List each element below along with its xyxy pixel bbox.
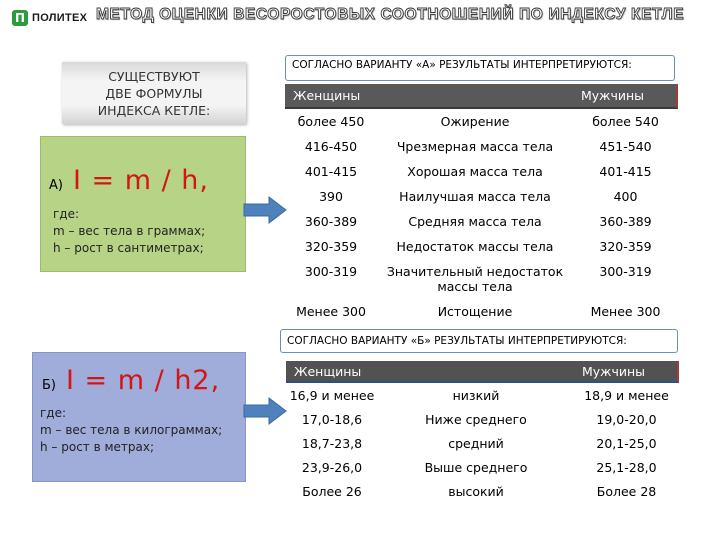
table-row xyxy=(285,184,678,209)
cell-women: 360-389 xyxy=(304,214,358,229)
formula-b-box xyxy=(32,352,246,482)
cell-category: Выше среднего xyxy=(424,459,528,475)
cell-category: средний xyxy=(448,435,504,451)
variant-b-caption: СОГЛАСНО ВАРИАНТУ «Б» РЕЗУЛЬТАТЫ ИНТЕРПРЕТИРУЮТСЯ: xyxy=(280,329,678,353)
formula-a-index: I xyxy=(72,165,82,196)
cell-women: более 450 xyxy=(297,114,365,129)
cell-women: Менее 300 xyxy=(296,304,366,319)
formula-b-where: где: xyxy=(40,406,67,420)
formula-a-expression xyxy=(73,165,209,196)
cell-women: 390 xyxy=(319,189,343,204)
cell-men: 25,1-28,0 xyxy=(596,459,657,475)
table-row xyxy=(285,259,678,298)
cell-men: 360-389 xyxy=(599,214,652,229)
cell-women: 16,9 и менее xyxy=(289,387,375,403)
cell-men: 300-319 xyxy=(599,264,652,279)
cell-men: 320-359 xyxy=(599,239,652,254)
table-row xyxy=(285,134,678,159)
formula-b-expression xyxy=(66,365,220,396)
variant-b-header-row xyxy=(286,361,679,383)
formula-a-description xyxy=(53,206,205,257)
variant-a-table xyxy=(285,84,678,325)
cell-category: высокий xyxy=(448,484,504,499)
variant-a-caption: СОГЛАСНО ВАРИАНТУ «А» РЕЗУЛЬТАТЫ ИНТЕРПРЕТИРУЮТСЯ: xyxy=(285,55,675,81)
table-row xyxy=(285,159,678,184)
formula-b-index: I xyxy=(66,365,75,396)
formula-b-expr: = m / h2, xyxy=(74,365,221,396)
cell-men: Менее 300 xyxy=(590,304,661,319)
formula-a-h: h – рост в сантиметрах; xyxy=(53,241,204,255)
cell-women: 401-415 xyxy=(304,164,358,179)
variant-b-header-men: Мужчины xyxy=(582,363,645,379)
variant-a-header-women: Женщины xyxy=(293,88,361,103)
table-row xyxy=(286,407,679,431)
variant-a-header-row xyxy=(285,84,678,109)
two-formulas-box xyxy=(62,62,246,124)
cell-women: 23,9-26,0 xyxy=(301,459,363,475)
formula-b-description xyxy=(40,405,222,456)
two-formulas-line-1: СУЩЕСТВУЮТ xyxy=(108,68,200,84)
logo-mark: П xyxy=(12,10,28,26)
cell-women: 17,0-18,6 xyxy=(301,411,363,427)
cell-category: низкий xyxy=(452,387,500,403)
formula-a-box xyxy=(40,136,246,272)
two-formulas-line-2: ДВЕ ФОРМУЛЫ xyxy=(105,85,203,101)
cell-category: Ниже среднего xyxy=(425,411,527,427)
cell-category: Ожирение xyxy=(440,114,510,129)
logo xyxy=(12,9,87,27)
cell-women: 18,7-23,8 xyxy=(301,435,363,451)
cell-category: Истощение xyxy=(437,304,513,319)
cell-women: 416-450 xyxy=(304,139,358,154)
table-row xyxy=(286,455,679,479)
cell-category: Чрезмерная масса тела xyxy=(396,139,554,154)
formula-b-row xyxy=(42,365,220,396)
cell-women: 320-359 xyxy=(304,239,358,254)
cell-women: 300-319 xyxy=(304,264,358,279)
cell-men: Более 28 xyxy=(596,484,657,499)
formula-a-m: m – вес тела в граммах; xyxy=(53,224,206,238)
variant-b-table xyxy=(286,361,679,504)
cell-category: Значительный недостаток массы тела xyxy=(386,264,564,294)
table-row xyxy=(286,383,679,407)
table-row xyxy=(285,209,678,234)
right-arrow-icon xyxy=(243,397,287,425)
right-arrow-icon xyxy=(243,196,287,224)
table-row xyxy=(285,109,678,134)
variant-b-header-women: Женщины xyxy=(294,363,362,379)
cell-men: более 540 xyxy=(592,114,659,129)
formula-b-letter: Б) xyxy=(42,378,56,393)
cell-category: Наилучшая масса тела xyxy=(399,189,551,204)
cell-men: 20,1-25,0 xyxy=(596,435,657,451)
variant-a-header-men: Мужчины xyxy=(581,88,644,103)
formula-a-where: где: xyxy=(53,207,80,221)
cell-men: 19,0-20,0 xyxy=(596,411,657,427)
cell-men: 451-540 xyxy=(599,139,652,154)
page-title: МЕТОД ОЦЕНКИ ВЕСОРОСТОВЫХ СООТНОШЕНИЙ ПО ИНДЕКСУ КЕТЛЕ xyxy=(96,6,685,23)
formula-a-letter: А) xyxy=(49,178,63,193)
two-formulas-line-3: ИНДЕКСА КЕТЛЕ: xyxy=(97,102,211,118)
table-row xyxy=(286,479,679,504)
table-row xyxy=(286,431,679,455)
cell-category: Средняя масса тела xyxy=(408,214,542,229)
formula-a-expr: = m / h, xyxy=(81,165,209,196)
formula-b-m: m – вес тела в килограммах; xyxy=(40,423,223,437)
cell-category: Хорошая масса тела xyxy=(407,164,543,179)
cell-men: 400 xyxy=(613,189,638,204)
logo-text: ПОЛИТЕХ xyxy=(32,12,88,24)
cell-men: 18,9 и менее xyxy=(584,387,669,403)
formula-b-h: h – рост в метрах; xyxy=(40,440,155,454)
cell-women: Более 26 xyxy=(302,484,362,499)
table-row xyxy=(285,234,678,259)
cell-men: 401-415 xyxy=(599,164,652,179)
cell-category: Недостаток массы тела xyxy=(396,239,554,254)
table-row xyxy=(285,298,678,325)
formula-a-row xyxy=(49,165,209,196)
